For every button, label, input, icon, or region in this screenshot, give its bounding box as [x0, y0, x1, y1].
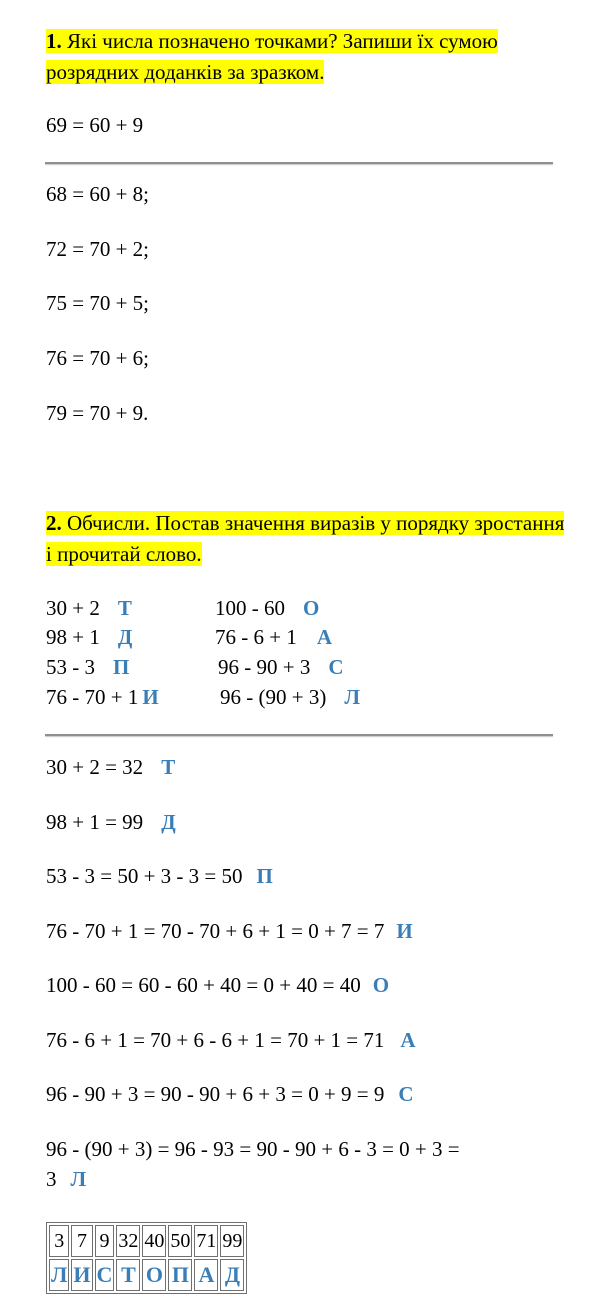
solution-line — [46, 863, 273, 889]
expression-item — [220, 684, 360, 710]
task2-number: 2. — [46, 511, 62, 535]
answer-letter-cell: Д — [220, 1259, 244, 1291]
expression-text: 76 - 70 + 1 — [46, 685, 139, 709]
expression-letter: П — [113, 655, 130, 679]
expression-text: 53 - 3 — [46, 655, 95, 679]
solution-line — [46, 1081, 414, 1107]
answer-letter-cell: Л — [49, 1259, 69, 1291]
divider — [45, 162, 553, 164]
expression-letter: Л — [344, 685, 360, 709]
expression-letter: О — [303, 596, 320, 620]
expression-text: 96 - 90 + 3 — [218, 655, 311, 679]
solution-line — [46, 1136, 460, 1162]
task2-question: Обчисли. Постав значення виразів у порядку зростання і прочитай слово. — [46, 511, 565, 566]
expression-item — [218, 654, 344, 680]
solution-text: 3 — [46, 1167, 57, 1191]
answer-table — [46, 1222, 247, 1294]
expression-item — [46, 595, 132, 621]
solution-text: 53 - 3 = 50 + 3 - 3 = 50 — [46, 864, 243, 888]
solution-line — [46, 918, 413, 944]
solution-letter: Д — [161, 810, 176, 834]
expression-text: 100 - 60 — [215, 596, 285, 620]
solution-text: 96 - (90 + 3) = 96 - 93 = 90 - 90 + 6 - 3 = 0 + 3 = — [46, 1137, 460, 1161]
solution-line — [46, 972, 389, 998]
answer-letter-cell: И — [71, 1259, 92, 1291]
solution-text: 30 + 2 = 32 — [46, 755, 144, 779]
answer-number-cell: 9 — [95, 1225, 115, 1257]
solution-letter: О — [372, 973, 390, 997]
solution-letter: Т — [161, 755, 176, 779]
answer-number-cell: 3 — [49, 1225, 69, 1257]
task1-answer-5: 79 = 70 + 9. — [46, 401, 149, 425]
solution-text: 76 - 70 + 1 = 70 - 70 + 6 + 1 = 0 + 7 = 7 — [46, 919, 385, 943]
task1-answer-2: 72 = 70 + 2; — [46, 237, 150, 261]
solution-letter: П — [256, 864, 273, 888]
expression-letter: С — [328, 655, 344, 679]
solution-letter: С — [398, 1082, 414, 1106]
expression-text: 96 - (90 + 3) — [220, 685, 327, 709]
answer-number-cell: 7 — [71, 1225, 92, 1257]
expression-item — [215, 595, 319, 621]
solution-letter: Л — [70, 1167, 87, 1191]
answer-number-cell: 50 — [168, 1225, 192, 1257]
task1-answer-4: 76 = 70 + 6; — [46, 346, 150, 370]
solution-text: 98 + 1 = 99 — [46, 810, 144, 834]
solution-text: 76 - 6 + 1 = 70 + 6 - 6 + 1 = 70 + 1 = 71 — [46, 1028, 385, 1052]
expression-item — [46, 684, 159, 710]
solution-line-continued — [46, 1166, 86, 1192]
task1-number: 1. — [46, 29, 62, 53]
solution-line — [46, 754, 175, 780]
expression-item — [46, 654, 129, 680]
divider — [45, 734, 553, 736]
answer-number-cell: 71 — [194, 1225, 218, 1257]
expression-letter: Т — [117, 596, 132, 620]
task2-heading — [46, 508, 566, 570]
answer-letter-cell: П — [168, 1259, 192, 1291]
expression-letter: И — [142, 685, 159, 709]
answer-letter-cell: О — [142, 1259, 166, 1291]
task1-answer-3: 75 = 70 + 5; — [46, 291, 150, 315]
answer-letter-cell: Т — [116, 1259, 140, 1291]
expression-text: 98 + 1 — [46, 625, 100, 649]
answer-letter-cell: А — [194, 1259, 218, 1291]
expression-letter: А — [316, 625, 333, 649]
answer-numbers-row — [49, 1225, 244, 1257]
task1-heading — [46, 26, 566, 88]
solution-letter: И — [396, 919, 413, 943]
task1-question: Які числа позначено точками? Запиши їх сумою розрядних доданків за зразком. — [46, 29, 498, 84]
expression-letter: Д — [117, 625, 133, 649]
answer-number-cell: 40 — [142, 1225, 166, 1257]
answer-number-cell: 32 — [116, 1225, 140, 1257]
answer-number-cell: 99 — [220, 1225, 244, 1257]
solution-line — [46, 1027, 416, 1053]
expression-text: 30 + 2 — [46, 596, 100, 620]
task1-answer-1: 68 = 60 + 8; — [46, 182, 150, 206]
answer-letter-cell: С — [95, 1259, 115, 1291]
expression-text: 76 - 6 + 1 — [215, 625, 297, 649]
expression-item — [46, 624, 132, 650]
task1-example: 69 = 60 + 9 — [46, 113, 144, 137]
solution-line — [46, 809, 176, 835]
solution-letter: А — [400, 1028, 416, 1052]
answer-letters-row — [49, 1259, 244, 1291]
solution-text: 100 - 60 = 60 - 60 + 40 = 0 + 40 = 40 — [46, 973, 361, 997]
solution-text: 96 - 90 + 3 = 90 - 90 + 6 + 3 = 0 + 9 = 9 — [46, 1082, 385, 1106]
expression-item — [215, 624, 332, 650]
